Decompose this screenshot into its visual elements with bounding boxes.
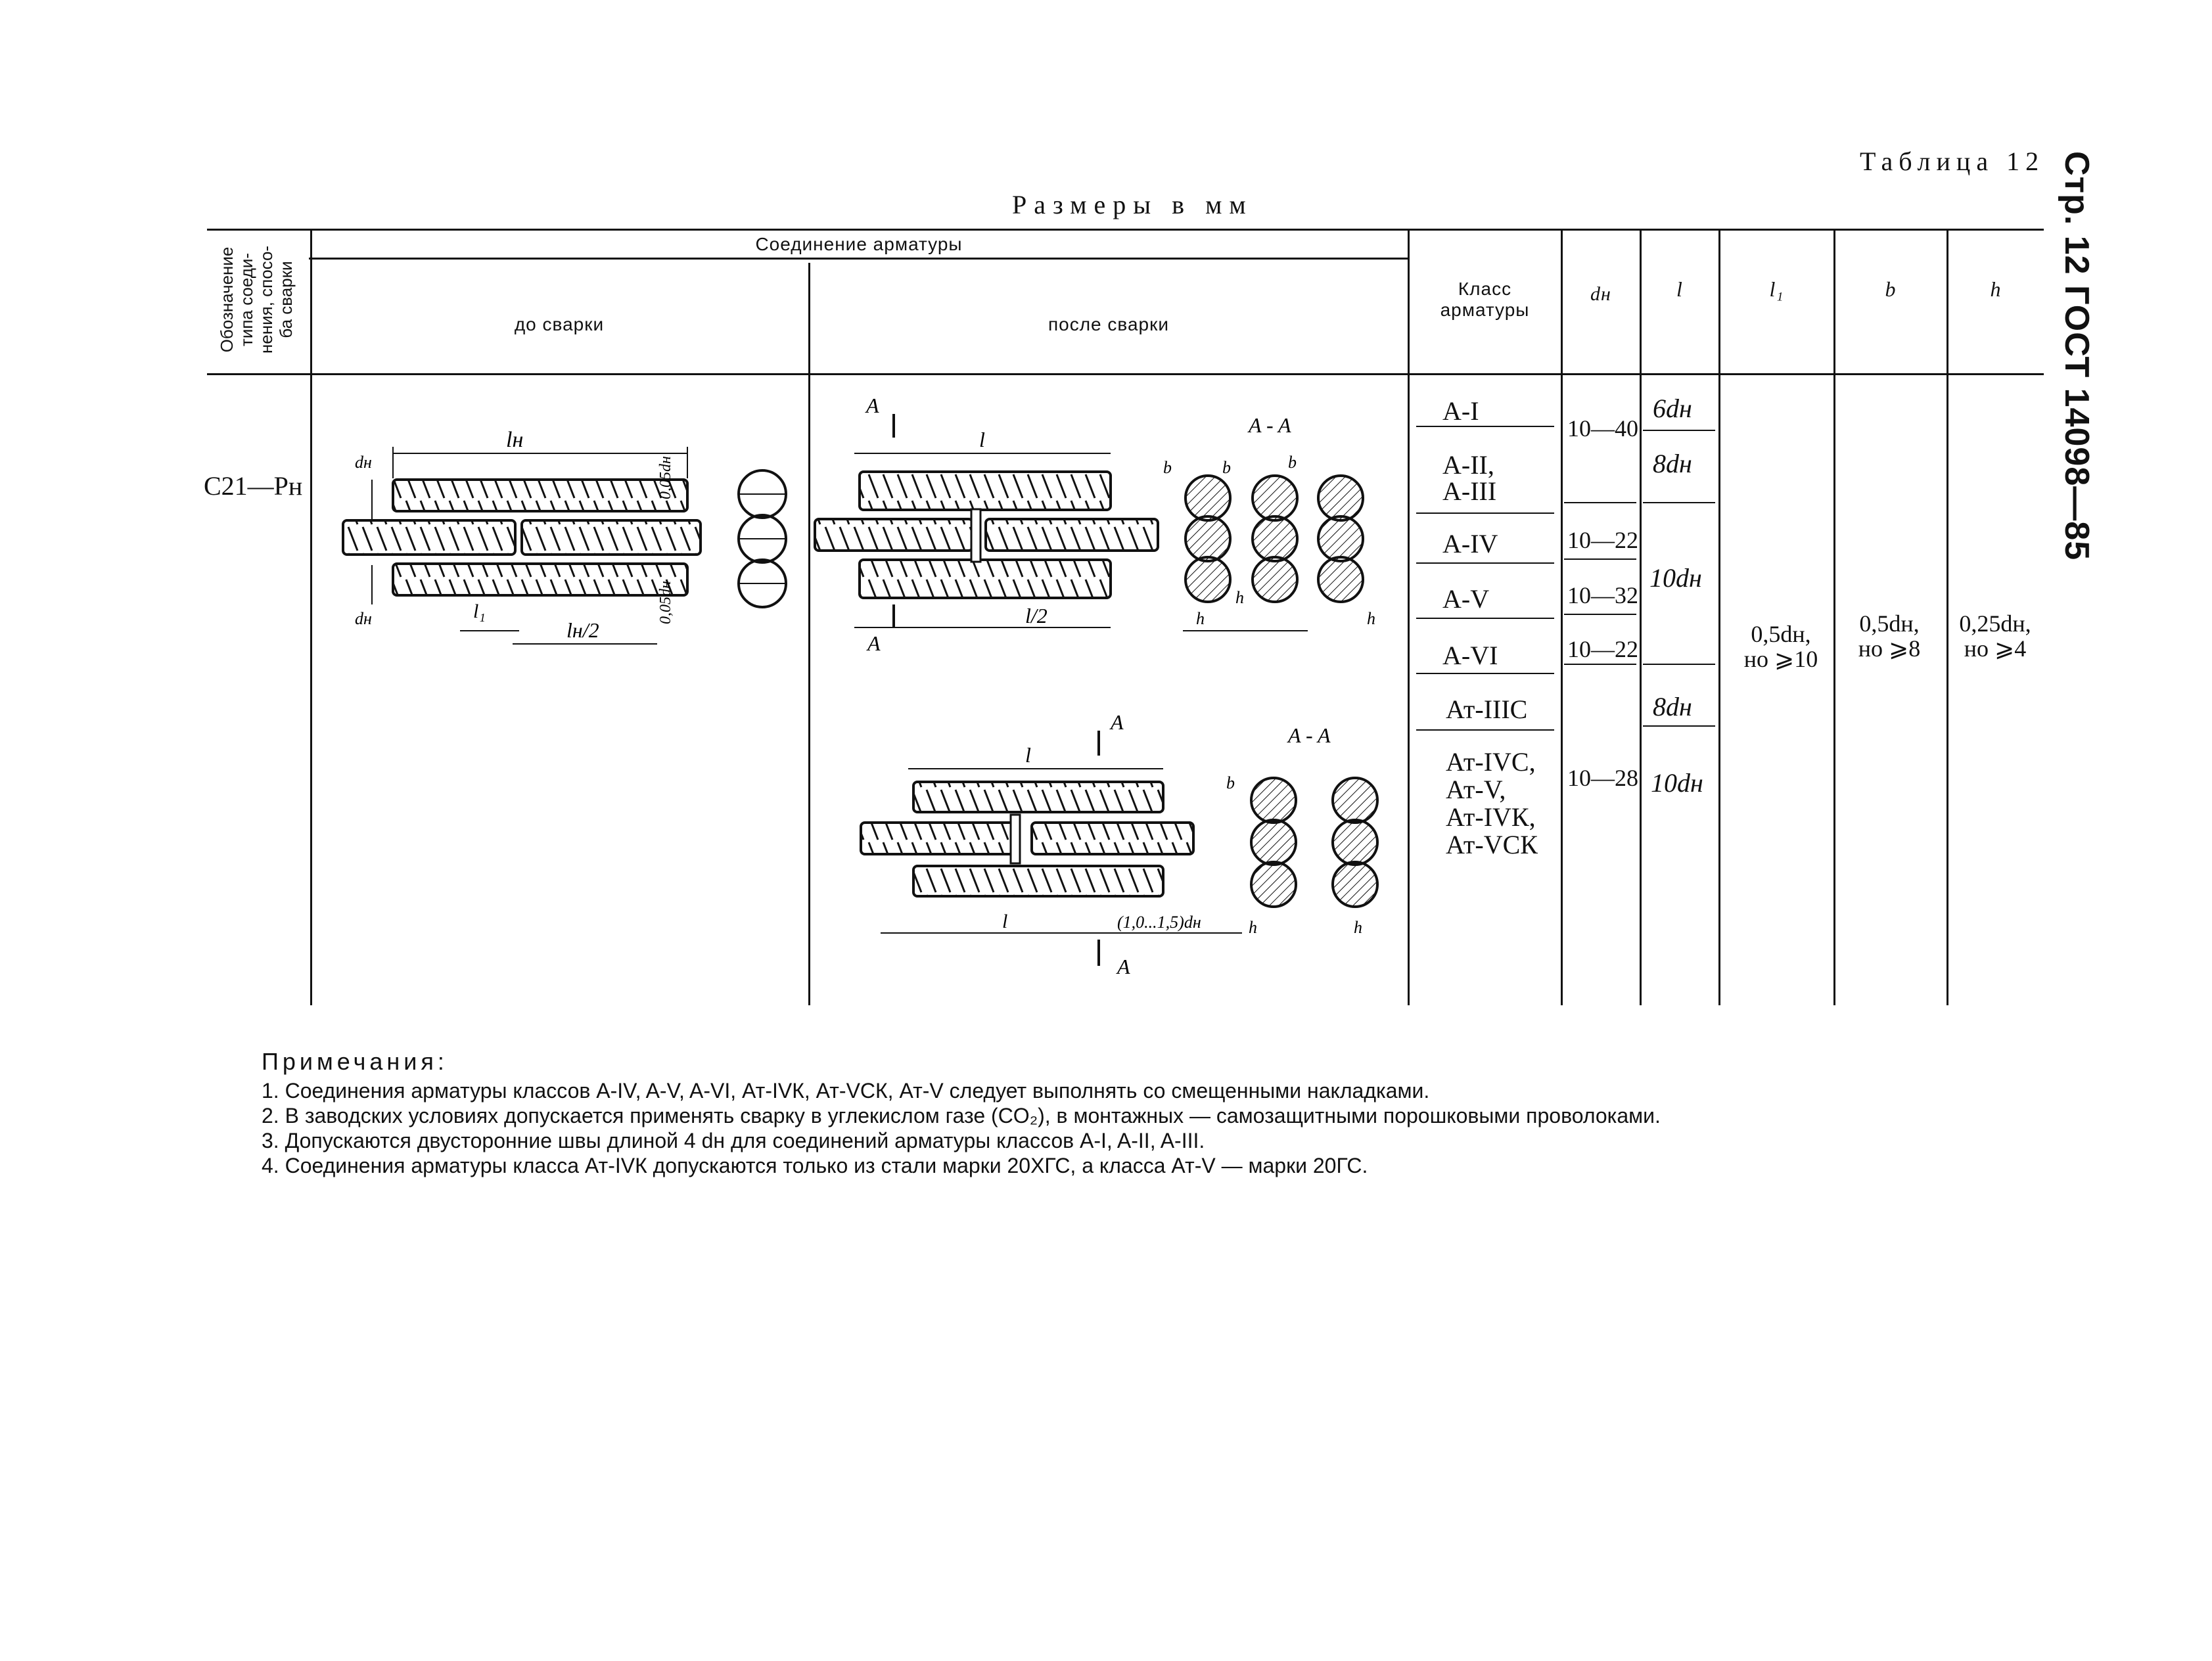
l1-value: 0,5dн, но ⩾10 [1743,621,1818,672]
header-h: h [1990,277,2002,301]
l-value-2: 8dн [1653,449,1692,478]
l-value-1: 6dн [1653,394,1692,423]
header-l: l [1676,277,1683,301]
label-l-bottom-2: l [1002,911,1008,932]
label-b-4: b [1226,773,1235,792]
label-b-1: b [1163,458,1172,477]
label-b-3: b [1288,453,1297,472]
label-b-2: b [1222,458,1231,477]
dn-value-3: 10—32 [1567,582,1638,608]
section-title-1: A - A [1249,413,1291,437]
before-welding-drawing [343,428,786,644]
section-mark-bottom-2: A [1117,955,1130,978]
note-1: 1. Соединения арматуры классов A-IV, A-V, A-VI, Ат-IVК, Ат-VСК, Ат-V следует выполнять со смещенными накладками. [262,1079,1430,1103]
header-b: b [1885,277,1897,301]
class-at5: Ат-V, [1446,775,1506,804]
label-offset-bottom: 0,05dн [657,581,674,624]
label-h-2: h [1235,588,1244,607]
section-title-2: A - A [1288,723,1331,747]
note-2: 2. В заводских условиях допускается применять сварку в углекислом газе (CO₂), в монтажных — самозащитными порошковыми проволоками. [262,1104,1661,1127]
header-after-welding: после сварки [1048,314,1170,334]
class-a4: A-IV [1442,529,1498,558]
after-welding-drawing-1 [815,394,1375,655]
dn-value-2: 10—22 [1567,527,1638,553]
row-designation: С21—Рн [204,471,303,501]
class-a6: A-VI [1442,641,1498,670]
table-caption: Таблица 12 [1860,147,2045,176]
label-h-4: h [1249,918,1257,937]
bottom-splice-bar [393,564,687,595]
after-welding-drawing-2 [861,710,1377,978]
dn-value-1: 10—40 [1567,415,1638,442]
header-dn: dн [1590,283,1611,305]
dn-value-4: 10—22 [1567,636,1638,662]
class-a1: A-I [1442,396,1479,426]
class-at-vsk: Ат-VСК [1446,830,1538,859]
header-class: Класс арматуры [1440,279,1530,320]
units-caption: Размеры в мм [1012,190,1253,219]
label-l-top-1: l [979,428,985,451]
top-splice-bar [393,480,687,511]
section-mark-top-1: A [866,394,879,417]
class-at4c: Ат-IVС, [1446,747,1536,777]
label-ln: lн [506,428,524,452]
page-label: Стр. 12 ГОСТ 14098—85 [2058,151,2096,561]
l-value-5: 10dн [1651,768,1703,798]
class-a5: A-V [1442,584,1490,614]
label-l-top-2: l [1025,743,1031,767]
note-4: 4. Соединения арматуры класса Ат-IVК допускаются только из стали марки 20ХГС, а класса Ат-V — марки 20ГС. [262,1154,1368,1177]
class-a3: A-III [1442,476,1497,506]
note-3: 3. Допускаются двусторонние швы длиной 4 dн для соединений арматуры классов A-I, A-II, A-III. [262,1129,1205,1152]
label-h-3: h [1367,609,1375,628]
label-dn-top: dн [355,453,372,472]
label-h-5: h [1354,918,1362,937]
right-main-bar [522,520,701,555]
dn-value-5: 10—28 [1567,765,1638,791]
h-value: 0,25dн, но ⩾4 [1959,610,2031,662]
label-dn-bottom: dн [355,609,372,628]
section-mark-top-2: A [1111,710,1124,734]
label-l1: l₁ [473,601,486,622]
l-value-4: 8dн [1653,692,1692,721]
label-h-1: h [1196,609,1205,628]
header-l1: l₁ [1769,277,1784,301]
label-ln-half: lн/2 [566,618,599,642]
left-main-bar [343,520,515,555]
label-offset-top: 0,05dн [657,456,674,499]
class-a2: A-II, [1442,450,1494,480]
l-value-3: 10dн [1649,563,1702,593]
label-l-half: l/2 [1025,604,1048,627]
header-before-welding: до сварки [514,314,605,334]
label-gap: (1,0...1,5)dн [1117,913,1201,932]
header-joint: Соединение арматуры [755,234,963,254]
class-at3c: Ат-IIIС [1446,694,1528,724]
header-designation: Обозначение типа соеди- нения, спосо- ба сварки [217,245,296,354]
b-value: 0,5dн, но ⩾8 [1858,610,1921,662]
notes-title: Примечания: [262,1048,448,1075]
section-mark-bottom-1: A [867,631,881,655]
class-at4k: Ат-IVК, [1446,802,1536,832]
